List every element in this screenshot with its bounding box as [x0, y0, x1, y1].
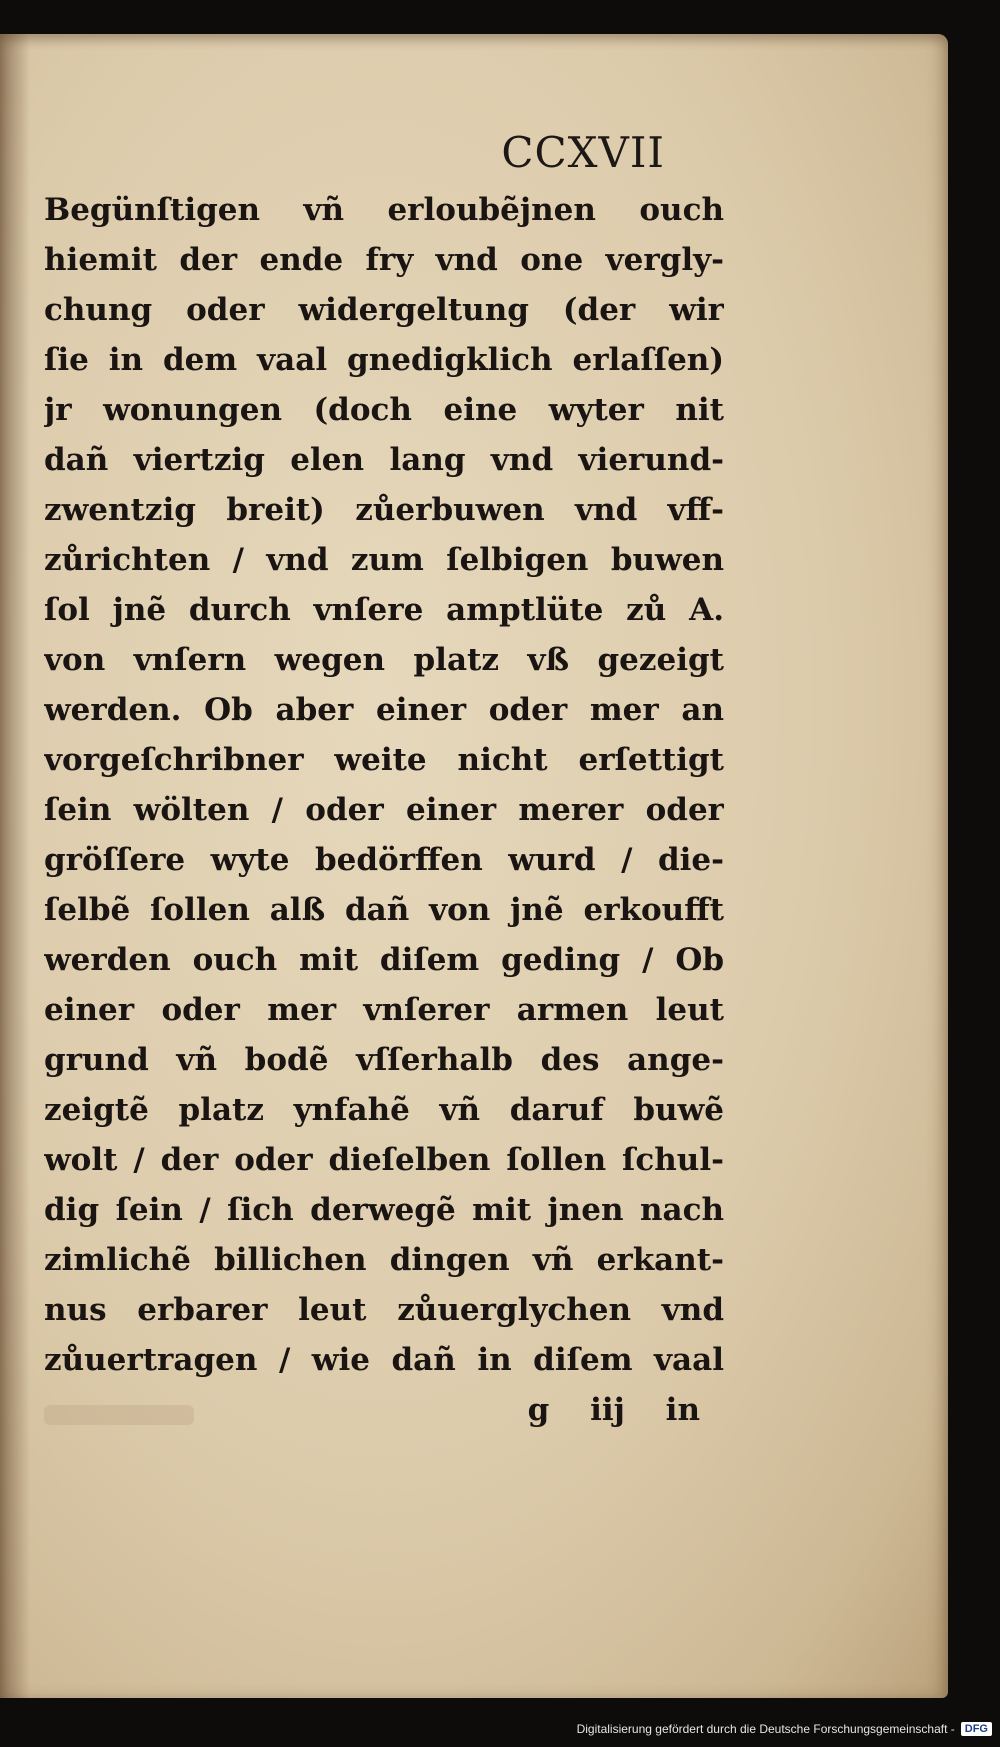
text-line: ſie in dem vaal gnedigklich erlaſſen): [44, 342, 724, 378]
text-line: zůrichten / vnd zum ſelbigen buwen: [44, 542, 724, 578]
text-line: wolt / der oder dieſelben ſollen ſchul-: [44, 1142, 724, 1178]
text-line: zeigtẽ platz ynfahẽ vñ daruf buwẽ: [44, 1092, 724, 1128]
text-line: von vnſern wegen platz vß gezeigt: [44, 642, 724, 678]
text-line: zimlichẽ billichen dingen vñ erkant-: [44, 1242, 724, 1278]
text-line: gröſſere wyte bedörffen wurd / die-: [44, 842, 724, 878]
text-line: dañ viertzig elen lang vnd vierund-: [44, 442, 724, 478]
digitization-footer: [577, 1717, 992, 1741]
text-line: werden. Ob aber einer oder mer an: [44, 692, 724, 728]
text-line: chung oder widergeltung (der wir: [44, 292, 724, 328]
text-line: grund vñ bodẽ vſſerhalb des ange-: [44, 1042, 724, 1078]
text-line: vorgeſchribner weite nicht erſettigt: [44, 742, 724, 778]
dfg-logo-icon: DFG: [961, 1722, 992, 1736]
signature-catchword: g iij in: [527, 1392, 700, 1428]
text-block: [44, 185, 724, 1385]
text-line: dig ſein / ſich derwegẽ mit jnen nach: [44, 1192, 724, 1228]
text-line: einer oder mer vnſerer armen leut: [44, 992, 724, 1028]
folio-number: CCXVII: [501, 128, 665, 177]
text-line: Begünſtigen vñ erloubẽjnen ouch: [44, 192, 724, 228]
text-line: ſein wölten / oder einer merer oder: [44, 792, 724, 828]
text-line: zůuertragen / wie dañ in diſem vaal: [44, 1342, 724, 1378]
text-line: werden ouch mit diſem geding / Ob: [44, 942, 724, 978]
page-gutter-shadow: [0, 34, 30, 1698]
text-line: ſol jnẽ durch vnſere amptlüte zů A.: [44, 592, 724, 628]
funding-credit: Digitalisierung gefördert durch die Deutsche Forschungsgemeinschaft -: [576, 1722, 955, 1736]
text-line: hiemit der ende fry vnd one vergly-: [44, 242, 724, 278]
text-line: ſelbẽ ſollen alß dañ von jnẽ erkoufft: [44, 892, 724, 928]
text-line: nus erbarer leut zůuerglychen vnd: [44, 1292, 724, 1328]
text-line: jr wonungen (doch eine wyter nit: [44, 392, 724, 428]
text-line: zwentzig breit) zůerbuwen vnd vff-: [44, 492, 724, 528]
